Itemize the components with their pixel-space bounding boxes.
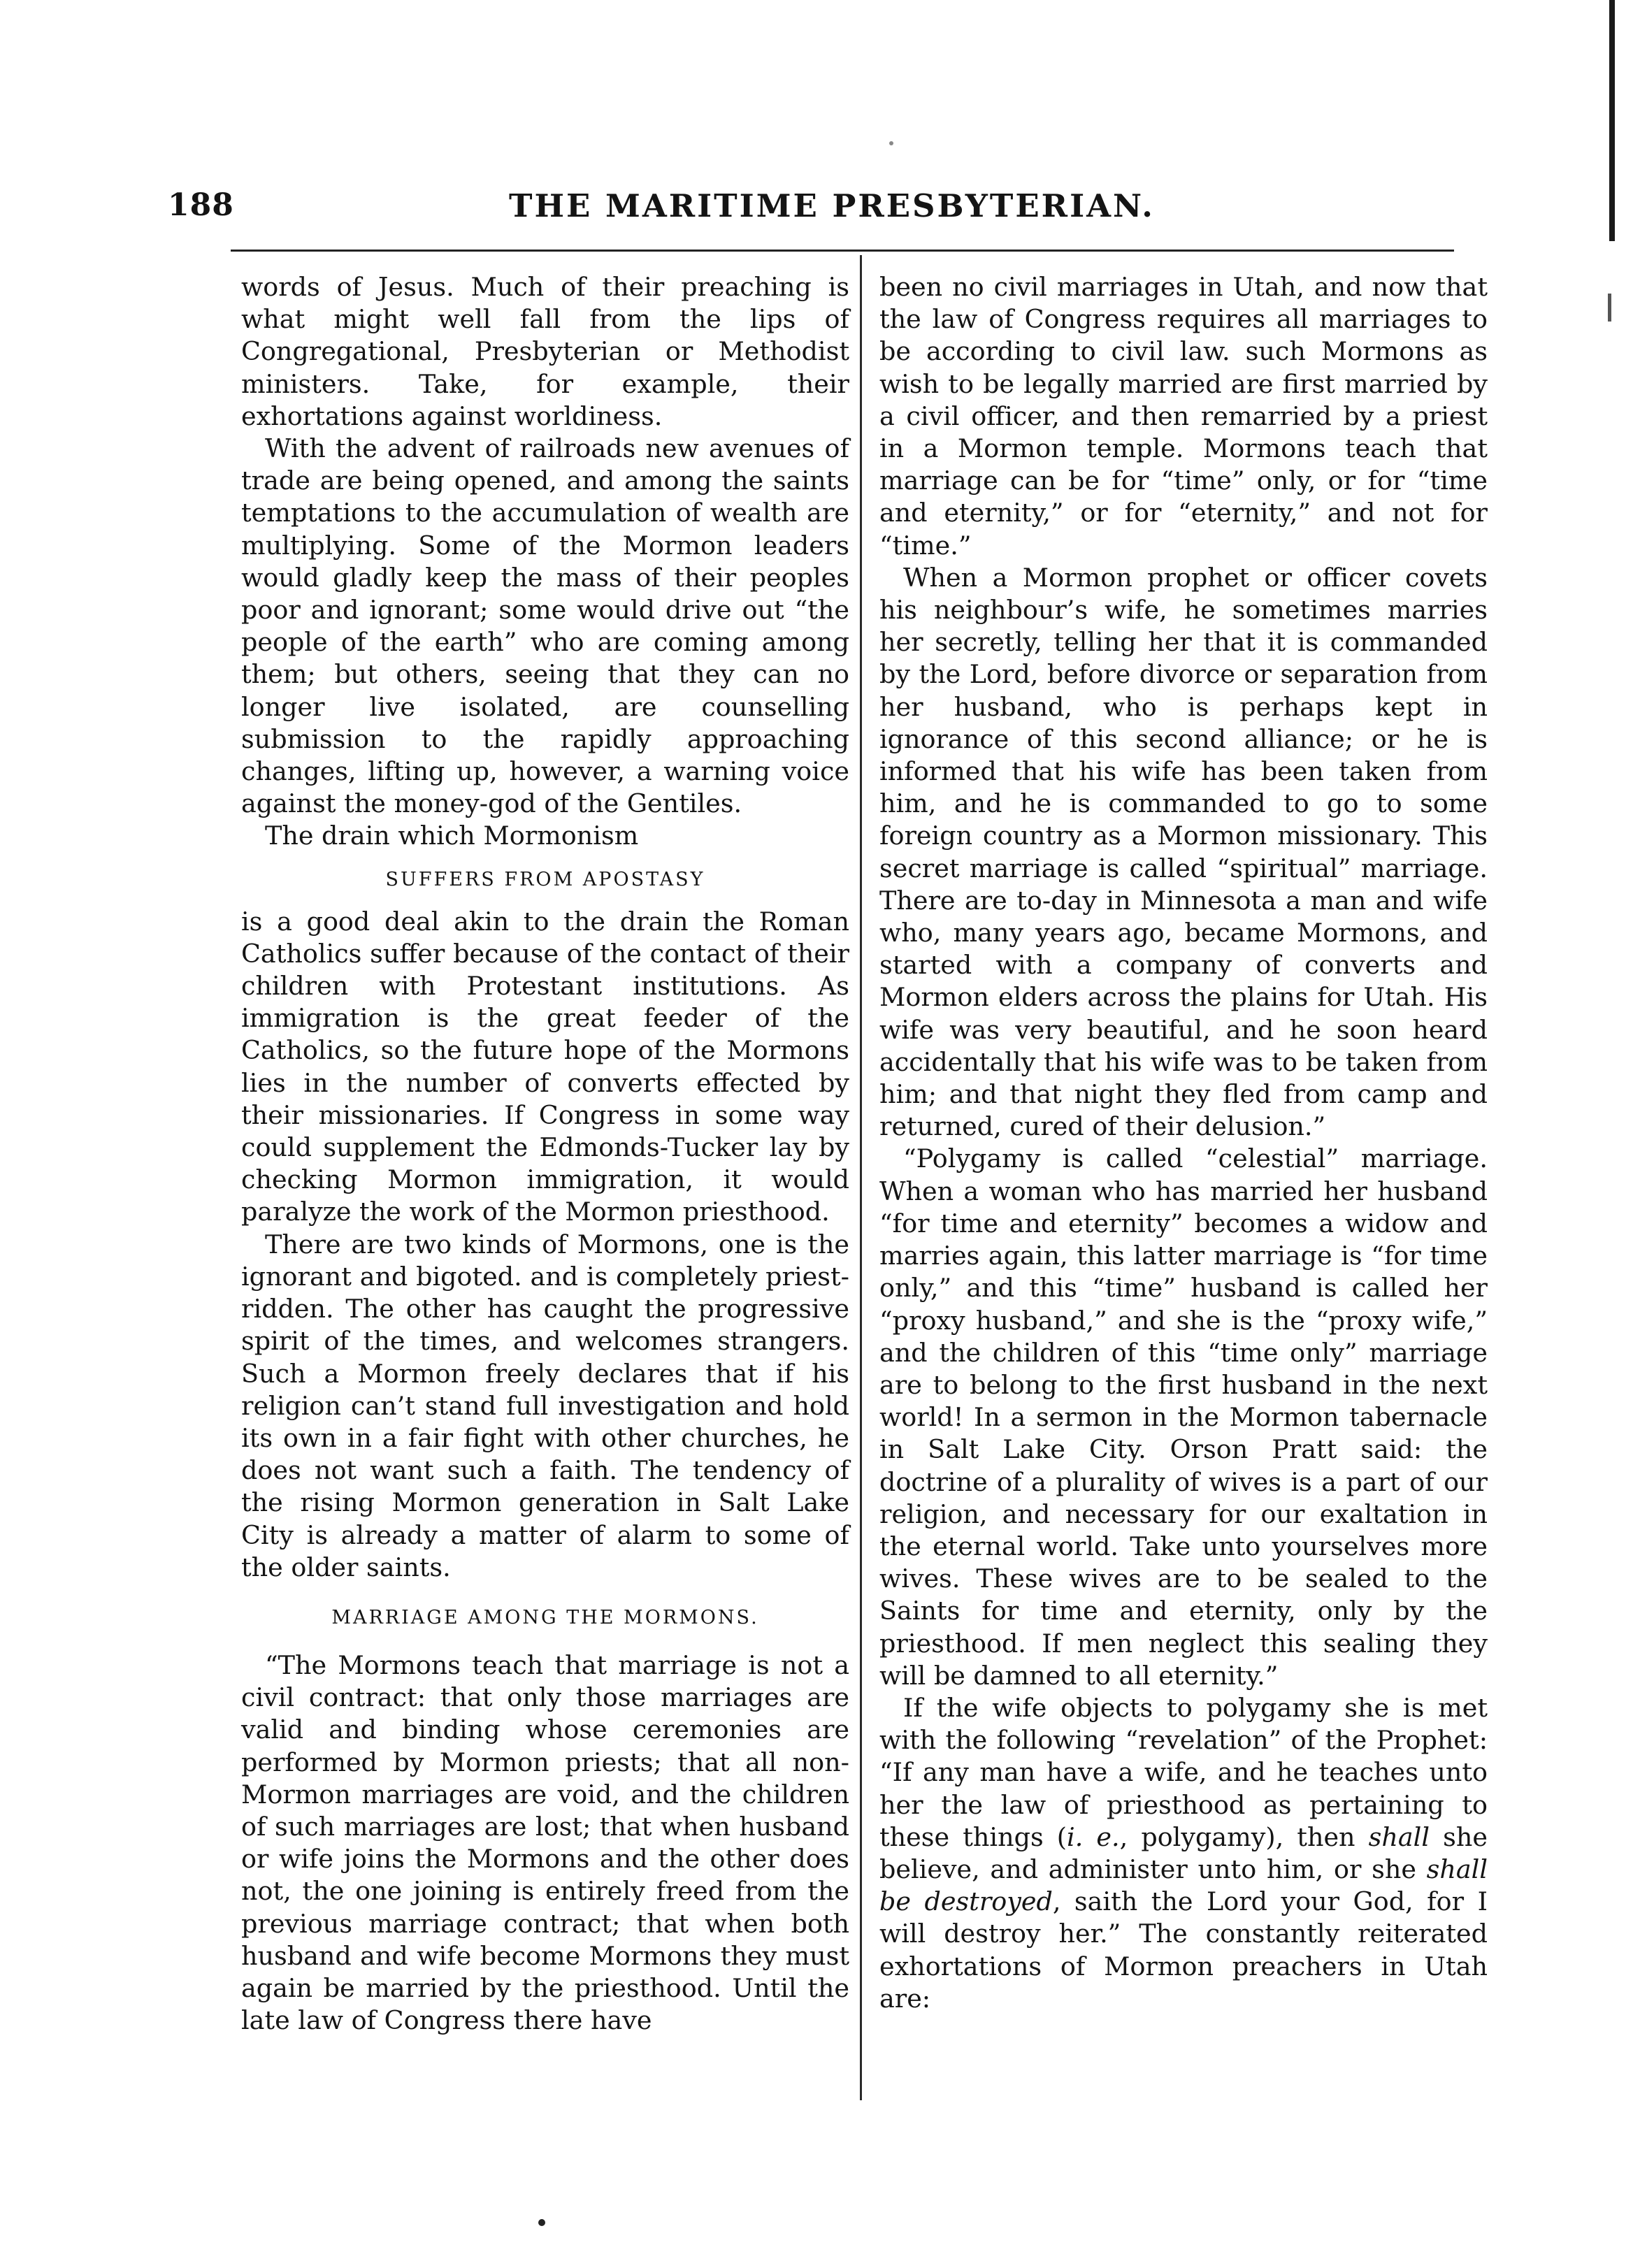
paragraph: The drain which Mormonism	[265, 821, 639, 851]
italic-text: shall be destroyed	[879, 1854, 1488, 1917]
page-number: 188	[168, 187, 234, 223]
scan-dot	[538, 2219, 545, 2226]
text-run: , saith the Lord your God, for I will destroy her.” The constantly reiterated exhortations of Mormon preachers in Utah are:	[879, 1886, 1488, 2014]
paragraph: When a Mormon prophet or officer covets his neighbour’s wife, he sometimes marries her secretly, telling her that it is commanded by the Lord, before divorce or separation from her husband, who is perhaps kept in ignorance of this second alliance; or he is informed that his wife has been taken from him, and he is commanded to go to some foreign country as a Mormon missionary. This secret marriage is called “spiritual” marriage. There are to-day in Minnesota a man and wife who, many years ago, became Mormons, and started with a company of converts and Mormon elders across the plains for Utah. His wife was very beautiful, and he soon heard accidentally that his wife was to be taken from him; and that night they fled from camp and returned, cured of their delusion.”	[879, 562, 1488, 1142]
section-subheading: SUFFERS FROM APOSTASY	[385, 868, 705, 890]
paragraph: There are two kinds of Mormons, one is the ignorant and bigoted. and is completely priest-ridden. The other has caught the progressive spirit of the times, and welcomes strangers. Such a Mormon freely declares that if his religion can’t stand full investigation and hold its own in a fair fight with other churches, he does not want such a faith. The tendency of the rising Mormon generation in Salt Lake City is already a matter of alarm to some of the older saints.	[241, 1229, 849, 1582]
paragraph: is a good deal akin to the drain the Roman Catholics suffer because of the contact of their children with Protestant institutions. As immigration is the great feeder of the Catholics, so the future hope of the Mormons lies in the number of converts effected by their missionaries. If Congress in some way could supplement the Edmonds-Tucker lay by checking Mormon immigration, it would paralyze the work of the Mormon priesthood.	[241, 906, 849, 1227]
text-run: , polygamy), then	[1119, 1821, 1369, 1852]
paragraph: words of Jesus. Much of their preaching is what might well fall from the lips of Congregational, Presbyterian or Methodist ministers. Take, for example, their exhortations against worldiness.	[241, 272, 849, 431]
right-column	[879, 271, 1488, 2015]
page-header	[168, 187, 1496, 240]
text-run: she believe, and administer unto him, or she	[879, 1821, 1488, 1884]
scan-edge-bar	[1609, 0, 1615, 241]
paragraph: “The Mormons teach that marriage is not a civil contract: that only those marriages are valid and binding whose ceremonies are performed by Mormon priests; that all non-Mormon marriages are void, and the children of such marriages are lost; that when husband or wife joins the Mormons and the other does not, the one joining is entirely freed from the previous marriage contract; that when both husband and wife become Mormons they must again be married by the priesthood. Until the late law of Congress there have	[241, 1649, 849, 2036]
scan-edge-speck	[1608, 294, 1611, 322]
left-column	[241, 271, 849, 2037]
paragraph: been no civil marriages in Utah, and now that the law of Congress requires all marriages to be according to civil law. such Mormons as wish to be legally married are first married by a civil officer, and then remarried by a priest in a Mormon temple. Mormons teach that marriage can be for “time” only, or for “time and eternity,” or for “eternity,” and not for “time.”	[879, 272, 1488, 561]
paragraph	[879, 1692, 1488, 2015]
paragraph: With the advent of railroads new avenues of trade are being opened, and among the saints temptations to the accumulation of wealth are multiplying. Some of the Mormon leaders would gladly keep the mass of their peoples poor and ignorant; some would drive out “the people of the earth” who are coming among them; but others, seeing that they can no longer live isolated, are counselling submission to the rapidly approaching changes, lifting up, however, a warning voice against the money-god of the Gentiles.	[241, 433, 849, 819]
scan-speck	[889, 141, 893, 145]
section-subheading: MARRIAGE AMONG THE MORMONS.	[331, 1606, 759, 1628]
running-title: THE MARITIME PRESBYTERIAN.	[509, 187, 1155, 224]
paragraph: “Polygamy is called “celestial” marriage. When a woman who has married her husband “for time and eternity” becomes a widow and marries again, this latter marriage is “for time only,” and this “time” husband is called her “proxy husband,” and she is the “proxy wife,” and the children of this “time only” marriage are to belong to the first husband in the next world! In a sermon in the Mormon tabernacle in Salt Lake City. Orson Pratt said: the doctrine of a plurality of wives is a part of our religion, and necessary for our exaltation in the eternal world. Take unto yourselves more wives. These wives are to be sealed to the Saints for time and eternity, only by the priesthood. If men neglect this sealing they will be damned to all eternity.”	[879, 1143, 1488, 1691]
italic-text: shall	[1368, 1821, 1430, 1852]
column-divider	[860, 255, 862, 2100]
header-rule	[231, 250, 1454, 252]
text-run: If the wife objects to polygamy she is met with the following “revelation” of the Prophet: “If any man have a wife, and he teaches unto her the law of priesthood as pertaining to these things (	[879, 1692, 1488, 1852]
italic-text: i. e.	[1067, 1821, 1120, 1852]
